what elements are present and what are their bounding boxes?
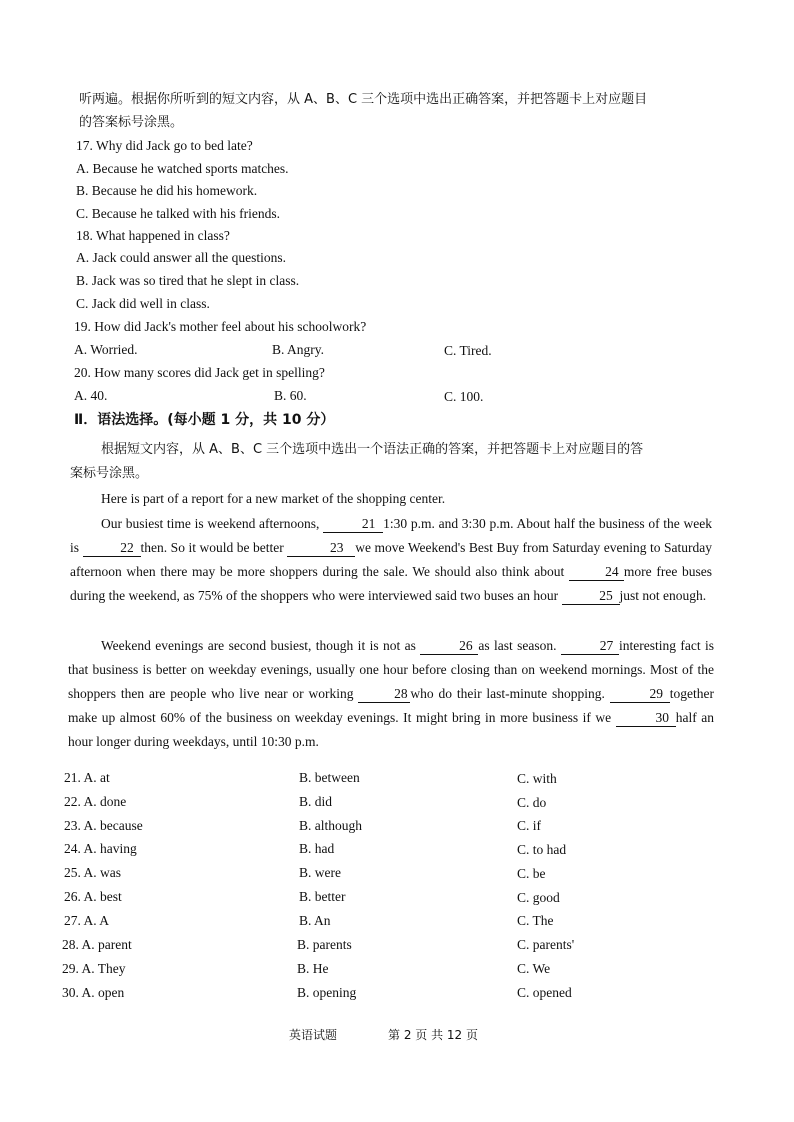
option-c: C. good [517,890,560,905]
blank-28: 28 [358,686,410,703]
question-20-option-a: A. 40. [74,388,108,403]
option-b: B. opening [297,985,357,1000]
option-a: 26. A. best [64,889,122,904]
question-17: 17. Why did Jack go to bed late? [76,138,253,153]
passage-text: who do their last-minute shopping. [410,686,605,701]
option-a: 24. A. having [64,841,137,856]
question-17-option-c: C. Because he talked with his friends. [76,206,280,221]
passage-text: Weekend evenings are second busiest, though it is not as [101,638,416,653]
blank-29: 29 [610,686,670,703]
option-b: B. parents [297,937,352,952]
blank-22: 22 [83,540,141,557]
blank-24: 24 [569,564,624,581]
option-a: 29. A. They [62,961,126,976]
option-b: B. although [299,818,362,833]
question-18-option-a: A. Jack could answer all the questions. [76,250,286,265]
passage-paragraph-2 [68,634,714,754]
option-c: C. if [517,818,542,833]
option-b: B. better [299,889,346,904]
passage-intro: Here is part of a report for a new market of the shopping center. [101,491,446,506]
option-a: 25. A. was [64,865,121,880]
question-18: 18. What happened in class? [76,228,230,243]
question-18-option-b: B. Jack was so tired that he slept in class. [76,273,300,288]
option-c: C. do [517,795,547,810]
section-2-title: Ⅱ．语法选择。(每小题 1 分，共 10 分） [74,412,335,428]
blank-23: 23 [287,540,355,557]
option-b: B. He [297,961,329,976]
option-b: B. had [299,841,335,856]
listening-instruction-line2: 的答案标号涂黑。 [79,115,184,130]
option-c: C. be [517,866,546,881]
option-b: B. An [299,913,331,928]
question-19-option-a: A. Worried. [74,342,138,357]
option-b: B. did [299,794,333,809]
section-2-instruction-line1: 根据短文内容，从 A、B、C 三个选项中选出一个语法正确的答案，并把答题卡上对应题目的答 [101,442,644,457]
question-18-option-c: C. Jack did well in class. [76,296,210,311]
blank-21: 21 [323,516,383,533]
option-c: C. with [517,771,557,786]
question-17-option-b: B. Because he did his homework. [76,183,258,198]
blank-27: 27 [561,638,619,655]
blank-26: 26 [420,638,478,655]
question-19-option-c: C. Tired. [444,343,492,358]
option-c: C. opened [517,985,572,1000]
passage-text: we move Weekend's Best Buy from Saturday evening to Saturday afternoon when there may be more shoppers during the sale. We should also think about [70,540,713,579]
question-20-option-c: C. 100. [444,389,484,404]
question-19: 19. How did Jack's mother feel about his schoolwork? [74,319,367,334]
question-17-option-a: A. Because he watched sports matches. [76,161,289,176]
question-19-option-b: B. Angry. [272,342,325,357]
option-a: 22. A. done [64,794,127,809]
question-20-option-b: B. 60. [274,388,307,403]
passage-text: together make up almost 60% of the business on weekday evenings. It might bring in more business if we [68,686,714,725]
option-a: 27. A. A [64,913,110,928]
passage-text: half an hour longer during weekdays, until 10:30 p.m. [68,710,715,749]
option-a: 21. A. at [64,770,110,785]
passage-text: just not enough. [619,588,707,603]
option-c: C. We [517,961,551,976]
blank-30: 30 [616,710,676,727]
section-2-instruction-line2: 案标号涂黑。 [70,466,149,481]
listening-instruction-line1: 听两遍。根据你所听到的短文内容，从 A、B、C 三个选项中选出正确答案，并把答题卡上对应题目 [79,92,648,107]
option-c: C. The [517,913,554,928]
passage-text: Our busiest time is weekend afternoons, [101,516,320,531]
passage-text: then. So it would be better [140,540,284,555]
blank-25: 25 [562,588,620,605]
option-a: 28. A. parent [62,937,132,952]
option-c: C. parents' [517,937,575,952]
passage-text: 1:30 p.m. and 3:30 p.m. About half the business of the week is [70,516,712,555]
passage-text: as last season. [478,638,557,653]
passage-text: interesting fact is that business is better on weekday evenings, usually one hour before closing than on weekend mornings. Most of the shoppers then are people who live near or working [68,638,715,701]
question-20: 20. How many scores did Jack get in spelling? [74,365,325,380]
footer-page-number: 第 2 页 共 12 页 [388,1028,478,1042]
passage-paragraph-1 [70,512,712,608]
option-a: 23. A. because [64,818,143,833]
option-c: C. to had [517,842,567,857]
option-a: 30. A. open [62,985,125,1000]
passage-text: more free buses during the weekend, as 75% of the shoppers who were interviewed said two buses an hour [70,564,713,603]
footer-subject: 英语试题 [289,1028,338,1042]
option-b: B. between [299,770,360,785]
option-b: B. were [299,865,341,880]
